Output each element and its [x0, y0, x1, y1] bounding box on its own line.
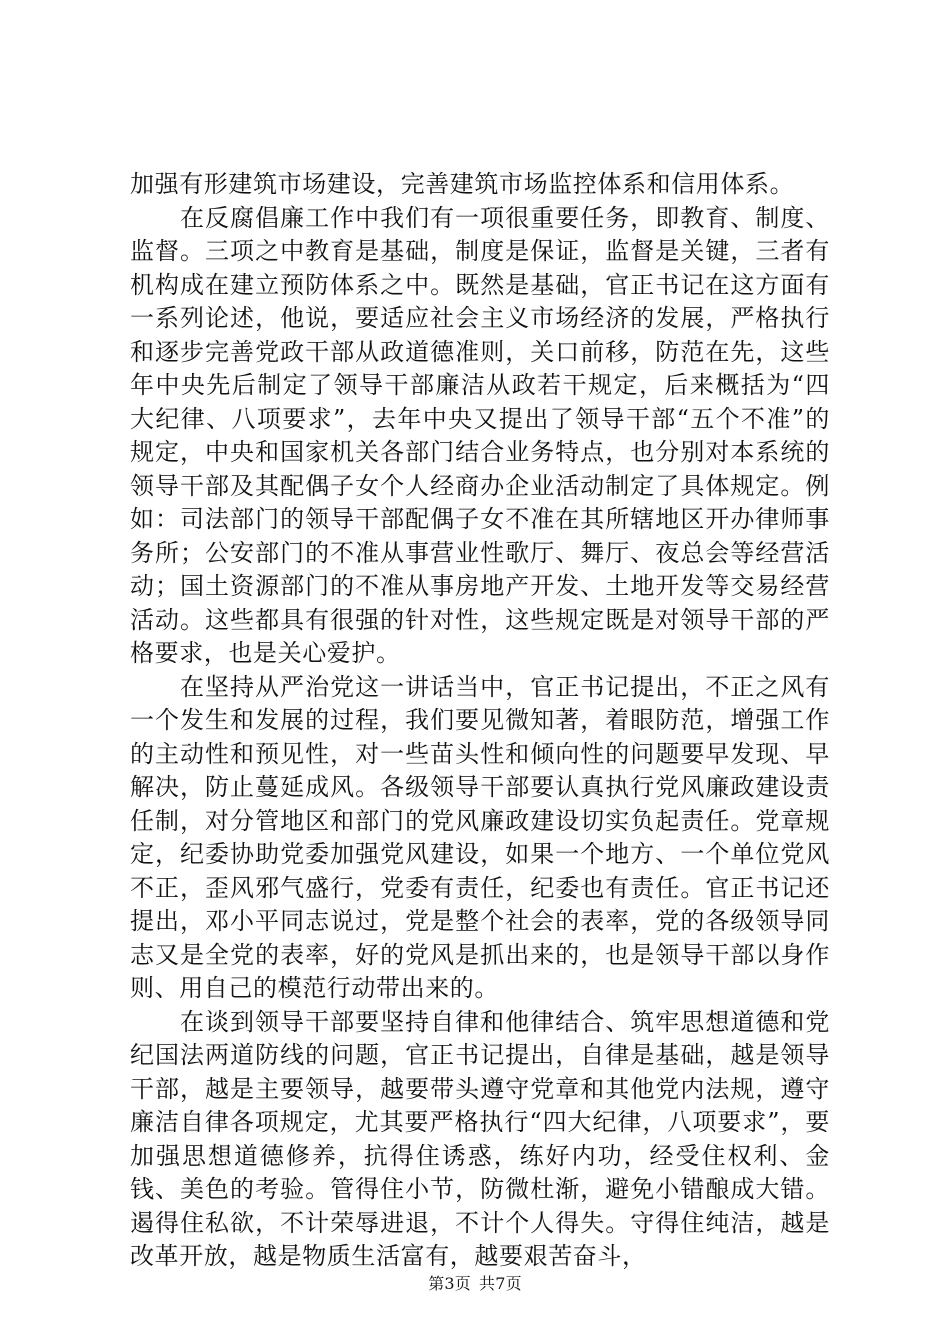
- page-number: 第3页: [428, 1274, 471, 1293]
- paragraph-4: 在谈到领导干部要坚持自律和他律结合、筑牢思想道德和党纪国法两道防线的问题，官正书记提出，自律是基础，越是领导干部，越是主要领导，越要带头遵守党章和其他党内法规，遵守廉洁自律各项规定，尤其要严格执行“四大纪律，八项要求”，要加强思想道德修养，抗得住诱惑，练好内功，经受住权利、金钱、美色的考验。管得住小节，防微杜渐，避免小错酿成大错。遏得住私欲，不计荣辱进退，不计个人得失。守得住纯洁，越是改革开放，越是物质生活富有，越要艰苦奋斗，: [130, 1007, 830, 1270]
- paragraph-3: 在坚持从严治党这一讲话当中，官正书记提出，不正之风有一个发生和发展的过程，我们要见微知著，着眼防范，增强工作的主动性和预见性，对一些苗头性和倾向性的问题要早发现、早解决，防止蔓延成风。各级领导干部要认真执行党风廉政建设责任制，对分管地区和部门的党风廉政建设切实负起责任。党章规定，纪委协助党委加强党风建设，如果一个地方、一个单位党风不正，歪风邪气盛行，党委有责任，纪委也有责任。官正书记还提出，邓小平同志说过，党是整个社会的表率，党的各级领导同志又是全党的表率，好的党风是抓出来的，也是领导干部以身作则、用自己的模范行动带出来的。: [130, 672, 830, 1002]
- page-footer: [0, 1274, 950, 1294]
- paragraph-1: 加强有形建筑市场建设，完善建筑市场监控体系和信用体系。: [130, 170, 795, 198]
- paragraph-2: 在反腐倡廉工作中我们有一项很重要任务，即教育、制度、监督。三项之中教育是基础，制度是保证，监督是关键，三者有机构成在建立预防体系之中。既然是基础，官正书记在这方面有一系列论述，他说，要适应社会主义市场经济的发展，严格执行和逐步完善党政干部从政道德准则，关口前移，防范在先，这些年中央先后制定了领导干部廉洁从政若干规定，后来概括为“四大纪律、八项要求”，去年中央又提出了领导干部“五个不准”的规定，中央和国家机关各部门结合业务特点，也分别对本系统的领导干部及其配偶子女个人经商办企业活动制定了具体规定。例如：司法部门的领导干部配偶子女不准在其所辖地区开办律师事务所；公安部门的不准从事营业性歌厅、舞厅、夜总会等经营活动；国土资源部门的不准从事房地产开发、土地开发等交易经营活动。这些都具有很强的针对性，这些规定既是对领导干部的严格要求，也是关心爱护。: [130, 203, 830, 667]
- page-total: 共7页: [479, 1274, 522, 1293]
- document-body: [130, 168, 830, 1274]
